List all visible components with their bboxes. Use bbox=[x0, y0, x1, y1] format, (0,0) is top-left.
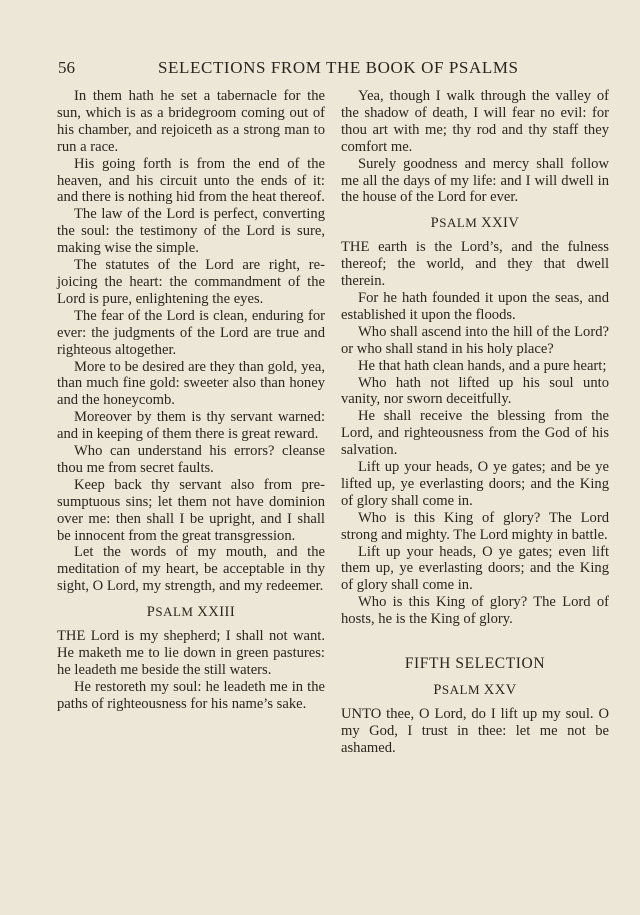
psalm-heading-word: SALM bbox=[441, 682, 481, 697]
right-column bbox=[341, 88, 609, 757]
verse-paragraph: UNTO thee, O Lord, do I lift up my soul. O my God, I trust in thee: let me not be ashamed. bbox=[341, 705, 609, 756]
verse-paragraph: The law of the Lord is perfect, converting the soul: the testimony of the Lord is sure, making wise the simple. bbox=[57, 206, 325, 257]
psalm-heading-initial: P bbox=[146, 604, 156, 621]
psalm-heading-xxiii bbox=[57, 604, 325, 621]
verse-paragraph: His going forth is from the end of the heaven, and his circuit unto the ends of it: and there is nothing hid from the heat thereof. bbox=[57, 155, 325, 206]
page-number: 56 bbox=[58, 58, 75, 77]
verse-paragraph: Keep back thy servant also from presumptuous sins; let them not have dominion over me: then shall I be upright, and I shall be innocent from the great transgression. bbox=[57, 476, 325, 544]
verse-paragraph: More to be desired are they than gold, yea, than much fine gold: sweeter also than honey and the honeycomb. bbox=[57, 358, 325, 409]
verse-paragraph: THE Lord is my shepherd; I shall not want. He maketh me to lie down in green pastures: he leadeth me beside the still waters. bbox=[57, 628, 325, 678]
selection-heading: FIFTH SELECTION bbox=[404, 655, 546, 673]
psalm-heading-number: XXIII bbox=[197, 604, 236, 621]
verse-paragraph: For he hath founded it upon the seas, and established it upon the floods. bbox=[341, 289, 609, 323]
psalm-heading-initial: P bbox=[433, 682, 442, 698]
verse-paragraph: The fear of the Lord is clean, enduring for ever: the judgments of the Lord are true and righteous altogether. bbox=[57, 307, 325, 358]
verse-paragraph: In them hath he set a tabernacle for the sun, which is as a bridegroom coming out of his chamber, and rejoiceth as a strong man to run a race. bbox=[57, 88, 325, 155]
verse-paragraph: Lift up your heads, O ye gates; even lift them up, ye everlasting doors; and the King of glory shall come in. bbox=[341, 543, 609, 594]
running-head: SELECTIONS FROM THE BOOK OF PSALMS bbox=[158, 58, 519, 77]
verse-paragraph: Who shall ascend into the hill of the Lord? or who shall stand in his holy place? bbox=[341, 323, 609, 357]
verse-paragraph: Who is this King of glory? The Lord strong and mighty. The Lord mighty in battle. bbox=[341, 509, 609, 543]
verse-paragraph: He shall receive the blessing from the Lord, and righteousness from the God of his salvation. bbox=[341, 408, 609, 459]
psalm-heading-number: XXV bbox=[483, 682, 517, 698]
verse-paragraph: Lift up your heads, O ye gates; and be ye lifted up, ye everlasting doors; and the King of glory shall come in. bbox=[341, 459, 609, 509]
psalm-heading-word: SALM bbox=[439, 215, 478, 231]
psalm-heading-number: XXIV bbox=[481, 215, 520, 232]
verse-paragraph: The statutes of the Lord are right, rejoicing the heart: the commandment of the Lord is pure, enlightening the eyes. bbox=[57, 257, 325, 307]
verse-paragraph: He that hath clean hands, and a pure heart; bbox=[358, 357, 607, 374]
verse-paragraph: Who is this King of glory? The Lord of hosts, he is the King of glory. bbox=[341, 594, 609, 628]
verse-paragraph: THE earth is the Lord’s, and the fulness thereof; the world, and they that dwell therein. bbox=[341, 239, 609, 290]
verse-paragraph: He restoreth my soul: he leadeth me in the paths of righteousness for his name’s sake. bbox=[57, 678, 325, 712]
verse-paragraph: Surely goodness and mercy shall follow me all the days of my life: and I will dwell in the house of the Lord for ever. bbox=[341, 155, 609, 206]
psalm-heading-word: SALM bbox=[155, 604, 194, 620]
left-column bbox=[57, 88, 325, 713]
psalm-heading-xxv bbox=[341, 682, 609, 699]
psalm-heading-xxiv bbox=[341, 215, 609, 232]
verse-paragraph: Yea, though I walk through the valley of the shadow of death, I will fear no evil: for thou art with me; thy rod and thy staff they comfort me. bbox=[341, 88, 609, 155]
page-header bbox=[58, 58, 588, 82]
verse-paragraph: Let the words of my mouth, and the meditation of my heart, be acceptable in thy sight, O Lord, my strength, and my redeemer. bbox=[57, 544, 325, 595]
verse-paragraph: Who hath not lifted up his soul unto vanity, nor sworn deceitfully. bbox=[341, 374, 609, 408]
psalm-heading-initial: P bbox=[430, 215, 440, 232]
verse-paragraph: Who can understand his errors? cleanse thou me from secret faults. bbox=[57, 443, 325, 476]
verse-paragraph: Moreover by them is thy servant warned: and in keeping of them there is great reward. bbox=[57, 409, 325, 443]
